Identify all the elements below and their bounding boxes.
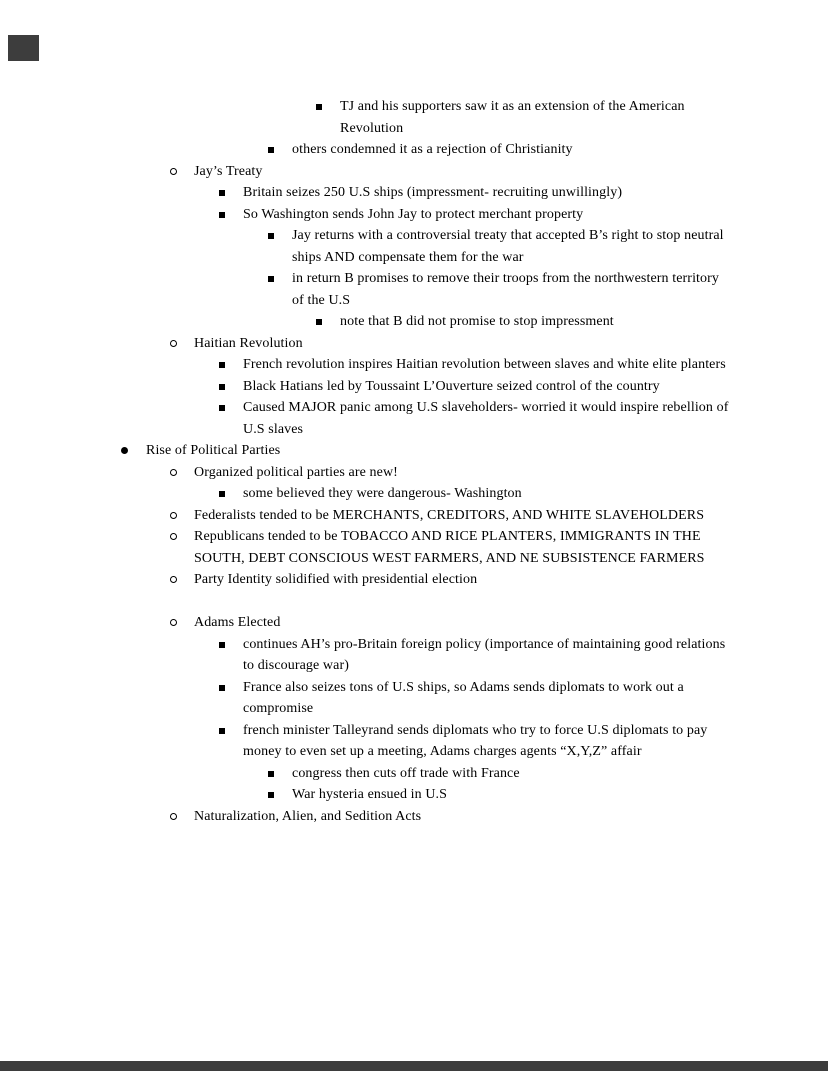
list-item-text: Rise of Political Parties (146, 443, 281, 458)
list-item-text: in return B promises to remove their troops from the northwestern territory of the U.S (292, 271, 720, 308)
square-bullet-icon (219, 212, 225, 218)
square-bullet-icon (219, 384, 225, 390)
list-item (0, 784, 828, 806)
list-item-text: Black Hatians led by Toussaint L’Ouverture seized control of the country (243, 378, 660, 394)
circle-bullet-icon (170, 469, 177, 476)
list-item-text: some believed they were dangerous- Washington (243, 486, 522, 501)
list-item (0, 397, 828, 440)
list-item (0, 333, 828, 355)
list-item-text: Organized political parties are new! (194, 464, 398, 480)
list-item (0, 225, 828, 268)
list-item (0, 677, 828, 720)
square-bullet-icon (219, 728, 225, 734)
square-bullet-icon (316, 104, 322, 110)
list-item (0, 569, 828, 591)
square-bullet-icon (268, 233, 274, 239)
list-item (0, 720, 828, 763)
square-bullet-icon (268, 771, 274, 777)
list-item-text: Party Identity solidified with presidential election (194, 572, 478, 587)
list-item-text: others condemned it as a rejection of Christianity (292, 142, 573, 157)
list-item (0, 806, 828, 828)
square-bullet-icon (268, 792, 274, 798)
list-item-text: Jay’s Treaty (194, 163, 263, 179)
list-item-text: War hysteria ensued in U.S (292, 787, 448, 802)
list-item (0, 440, 828, 462)
list-item-text: congress then cuts off trade with France (292, 765, 520, 781)
list-item (0, 376, 828, 398)
list-item-text: Caused MAJOR panic among U.S slaveholders- worried it would inspire rebellion of U.S slaves (243, 400, 729, 437)
list-item-text: Haitian Revolution (194, 335, 303, 351)
circle-bullet-icon (170, 168, 177, 175)
list-item-text: France also seizes tons of U.S ships, so Adams sends diplomats to work out a compromise (243, 679, 684, 716)
circle-bullet-icon (170, 340, 177, 347)
list-item-text: note that B did not promise to stop impressment (340, 314, 614, 329)
list-item (0, 505, 828, 527)
list-item-text: Britain seizes 250 U.S ships (impressment- recruiting unwillingly) (243, 185, 623, 200)
list-item-text: TJ and his supporters saw it as an extension of the American Revolution (340, 99, 685, 136)
circle-bullet-icon (170, 576, 177, 583)
circle-bullet-icon (170, 512, 177, 519)
list-item (0, 96, 828, 139)
circle-bullet-icon (170, 619, 177, 626)
list-item (0, 311, 828, 333)
list-item-text: continues AH’s pro-Britain foreign policy (importance of maintaining good relations to discourage war) (243, 636, 726, 673)
list-item (0, 161, 828, 183)
list-item-text: Adams Elected (194, 615, 281, 630)
list-item (0, 204, 828, 226)
square-bullet-icon (219, 685, 225, 691)
square-bullet-icon (268, 147, 274, 153)
square-bullet-icon (219, 362, 225, 368)
list-item-text: Republicans tended to be TOBACCO AND RICE PLANTERS, IMMIGRANTS IN THE SOUTH, DEBT CONSCIOUS WEST FARMERS, AND NE SUBSISTENCE FARMERS (194, 529, 705, 566)
list-item (0, 526, 828, 569)
list-item-text: french minister Talleyrand sends diplomats who try to force U.S diplomats to pay money to even set up a meeting, Adams charges agents “X,Y,Z” affair (243, 722, 708, 759)
list-item-text: Federalists tended to be MERCHANTS, CREDITORS, AND WHITE SLAVEHOLDERS (194, 507, 705, 523)
list-item (0, 268, 828, 311)
square-bullet-icon (268, 276, 274, 282)
square-bullet-icon (219, 405, 225, 411)
list-item (0, 634, 828, 677)
list-item-text: French revolution inspires Haitian revolution between slaves and white elite planters (243, 357, 726, 372)
square-bullet-icon (219, 642, 225, 648)
list-item (0, 483, 828, 505)
list-item-text: Jay returns with a controversial treaty that accepted B’s right to stop neutral ships AND compensate them for the war (292, 228, 724, 265)
square-bullet-icon (219, 190, 225, 196)
circle-bullet-icon (170, 533, 177, 540)
square-bullet-icon (316, 319, 322, 325)
bottom-bar (0, 1061, 828, 1071)
list-item (0, 763, 828, 785)
square-bullet-icon (219, 491, 225, 497)
list-item (0, 462, 828, 484)
list-item (0, 182, 828, 204)
disc-bullet-icon (121, 447, 128, 454)
top-left-artifact (8, 35, 39, 61)
document-list (0, 96, 828, 827)
circle-bullet-icon (170, 813, 177, 820)
list-item-text: So Washington sends John Jay to protect merchant property (243, 206, 584, 222)
list-item (0, 139, 828, 161)
list-item-text: Naturalization, Alien, and Sedition Acts (194, 808, 422, 824)
list-item (0, 612, 828, 634)
list-item (0, 354, 828, 376)
